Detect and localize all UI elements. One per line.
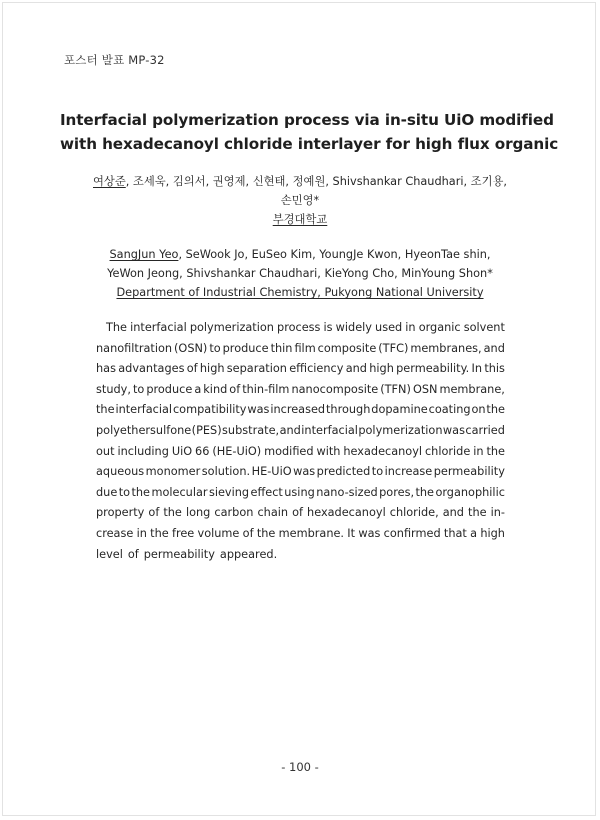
abstract-word: chloride [424, 444, 471, 458]
abstract-line [96, 442, 505, 463]
abstract-line [96, 380, 505, 401]
abstract-word: of [148, 506, 160, 520]
abstract-word: permeability [143, 547, 215, 561]
abstract-word: and [483, 341, 505, 355]
abstract-line [96, 318, 505, 339]
presenter-name-kr: 여상준 [93, 175, 126, 188]
abstract-word: high [480, 526, 505, 540]
abstract-word: (TFC) [378, 341, 409, 355]
abstract-word: the [96, 403, 115, 417]
poster-session-tag: 포스터 발표 MP-32 [64, 53, 165, 67]
abstract-word: permeability [433, 465, 505, 479]
title-line-1: Interfacial polymerization process via in-situ UiO modified [60, 111, 554, 129]
abstract-word: free [171, 526, 195, 540]
paper-title [60, 108, 559, 156]
abstract-word: in [136, 526, 147, 540]
abstract-word: was [442, 423, 465, 437]
abstract-body [96, 318, 505, 565]
abstract-word: 66 [195, 444, 210, 458]
abstract-word: was [293, 465, 316, 479]
abstract-word: solvent [463, 321, 505, 334]
abstract-word: coating [428, 403, 471, 417]
abstract-word: nano-sized [316, 485, 378, 499]
abstract-word: the [256, 526, 276, 540]
abstract-word: pores, [379, 485, 415, 499]
page-number: - 100 - [281, 760, 319, 774]
abstract-word: property [96, 506, 145, 520]
abstract-word: produce [146, 382, 193, 396]
abstract-word: a [470, 526, 478, 540]
abstract-word: used [375, 321, 403, 334]
abstract-word: due [96, 485, 118, 499]
abstract-line [96, 421, 505, 442]
abstract-word: In [471, 362, 483, 376]
abstract-word: level [96, 547, 123, 561]
abstract-word: was [358, 526, 381, 540]
abstract-word: the [163, 506, 182, 520]
abstract-word: (OSN) [174, 341, 208, 355]
abstract-word: nanofiltration [96, 341, 173, 355]
abstract-word: on [471, 403, 486, 417]
abstract-word: the [131, 485, 151, 499]
abstract-word: organophilic [435, 485, 505, 499]
abstract-word: to [118, 485, 131, 499]
abstract-word: chloride, [389, 506, 439, 520]
abstract-word: compatibility [172, 403, 247, 417]
abstract-line [96, 400, 505, 421]
abstract-word: is [323, 321, 333, 334]
abstract-word: has [96, 362, 116, 376]
authors-korean [60, 172, 540, 229]
presenter-name-en: SangJun Yeo [109, 248, 179, 261]
abstract-word: thin [270, 341, 293, 355]
abstract-word: to [371, 465, 384, 479]
abstract-word: composite [317, 341, 377, 355]
abstract-word: and [279, 423, 301, 437]
authors-english [60, 245, 540, 302]
abstract-word: and [345, 362, 367, 376]
abstract-word: crease [96, 526, 134, 540]
abstract-word: volume [197, 526, 240, 540]
authors-kr-line-1 [60, 172, 540, 191]
abstract-word: interfacial [301, 423, 358, 437]
abstract-word: kind [203, 382, 228, 396]
abstract-line [96, 483, 505, 504]
abstract-word: OSN [412, 382, 438, 396]
abstract-word: widely [335, 321, 372, 334]
coauthors-en: , SeWook Jo, EuSeo Kim, YoungJe Kwon, HyeonTae shin, [178, 248, 491, 261]
abstract-word: sieving [208, 485, 250, 499]
abstract-line [96, 339, 505, 360]
abstract-word: efficiency [289, 362, 344, 376]
abstract-word: solution. [201, 465, 251, 479]
authors-kr-line-2: 손민영* [280, 194, 320, 207]
abstract-word: separation [226, 362, 287, 376]
affiliation-kr: 부경대학교 [272, 213, 328, 226]
abstract-line [96, 545, 505, 566]
abstract-word: hexadecanoyl [343, 444, 423, 458]
abstract-word: long [185, 506, 211, 520]
abstract-word: the [486, 403, 505, 417]
abstract-word: increase [384, 465, 433, 479]
abstract-word: of [186, 362, 198, 376]
abstract-word: increased [270, 403, 326, 417]
abstract-word: confirmed [383, 526, 441, 540]
abstract-word: modified [264, 444, 314, 458]
abstract-word: aqueous [96, 465, 145, 479]
abstract-word: predicted [316, 465, 371, 479]
abstract-word: carried [465, 423, 505, 437]
abstract-word: (HE-UiO) [212, 444, 262, 458]
abstract-word: this [484, 362, 505, 376]
abstract-word: including [117, 444, 169, 458]
abstract-word: advantages [118, 362, 185, 376]
abstract-word: monomer [145, 465, 201, 479]
abstract-word: produce [222, 341, 269, 355]
abstract-word: study, [96, 382, 131, 396]
abstract-word: to [209, 341, 221, 355]
abstract-word: that [443, 526, 467, 540]
abstract-word: permeability. [396, 362, 470, 376]
abstract-word: organic [418, 321, 461, 334]
abstract-word: membranes, [410, 341, 482, 355]
abstract-word: process [277, 321, 321, 334]
abstract-word: molecular [151, 485, 208, 499]
abstract-word: polymerization [358, 423, 443, 437]
abstract-word: membrane, [439, 382, 505, 396]
abstract-word: was [247, 403, 270, 417]
abstract-word: the [150, 526, 169, 540]
abstract-word: through [326, 403, 371, 417]
abstract-word: carbon [214, 506, 254, 520]
abstract-word: appeared. [219, 547, 278, 561]
abstract-word: It [347, 526, 356, 540]
abstract-word: polyethersulfone [96, 423, 192, 437]
abstract-line [96, 462, 505, 483]
abstract-word: chain [257, 506, 289, 520]
abstract-word: high [199, 362, 225, 376]
abstract-word: interfacial [115, 403, 173, 417]
abstract-line [96, 503, 505, 524]
abstract-word: The [106, 321, 128, 334]
abstract-word: (PES) [191, 423, 222, 437]
abstract-word: in- [490, 506, 505, 520]
abstract-word: substrate, [222, 423, 280, 437]
abstract-word: dopamine [371, 403, 428, 417]
abstract-word: of [229, 382, 241, 396]
authors-en-line-2: YeWon Jeong, Shivshankar Chaudhari, KieYong Cho, MinYoung Shon* [107, 267, 493, 280]
abstract-word: nanocomposite [291, 382, 379, 396]
abstract-word: the [468, 506, 487, 520]
affiliation-en: Department of Industrial Chemistry, Pukyong National University [116, 286, 484, 299]
abstract-word: thin-film [242, 382, 290, 396]
abstract-word: high [369, 362, 394, 376]
abstract-word: to [132, 382, 145, 396]
abstract-line [96, 359, 505, 380]
abstract-word: membrane. [278, 526, 345, 540]
abstract-word: out [96, 444, 115, 458]
authors-en-line-1 [60, 245, 540, 264]
abstract-word: polymerization [189, 321, 274, 334]
abstract-word: interfacial [130, 321, 187, 334]
abstract-word: the [415, 485, 435, 499]
abstract-word: hexadecanoyl [307, 506, 386, 520]
abstract-word: HE-UiO [251, 465, 292, 479]
abstract-word: in [473, 444, 484, 458]
abstract-word: using [284, 485, 315, 499]
abstract-word: with [316, 444, 341, 458]
abstract-word: and [442, 506, 464, 520]
abstract-word: effect [250, 485, 283, 499]
coauthors-kr: , 조세욱, 김의서, 권영제, 신현태, 정예원, Shivshankar Chaudhari, 조기용, [125, 175, 507, 188]
abstract-word: film [294, 341, 316, 355]
abstract-line [96, 524, 505, 545]
abstract-word: the [486, 444, 505, 458]
abstract-word: (TFN) [380, 382, 411, 396]
abstract-word: of [242, 526, 254, 540]
abstract-word: of [292, 506, 303, 520]
title-line-2: with hexadecanoyl chloride interlayer for high flux organic [60, 135, 559, 153]
abstract-word: in [405, 321, 416, 334]
abstract-word: UiO [171, 444, 193, 458]
abstract-word: a [194, 382, 202, 396]
abstract-word: of [127, 547, 139, 561]
